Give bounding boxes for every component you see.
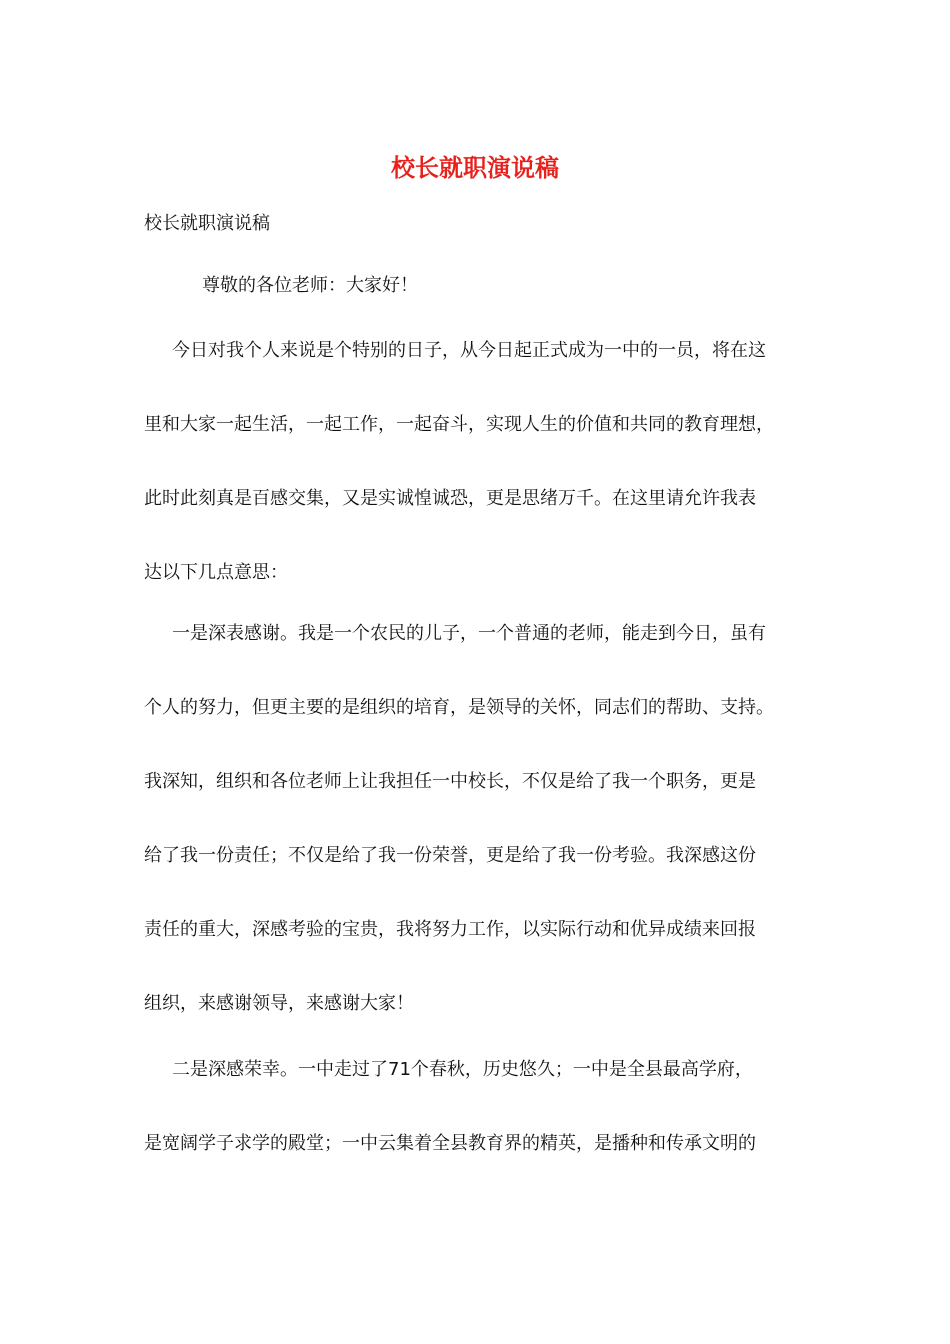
paragraph-line: 我深知，组织和各位老师上让我担任一中校长，不仅是给了我一个职务，更是: [144, 771, 756, 792]
paragraph-line: 二是深感荣幸。一中走过了71个春秋，历史悠久；一中是全县最高学府，: [172, 1059, 753, 1080]
paragraph-line: 达以下几点意思：: [144, 562, 288, 583]
paragraph-honor: [144, 1056, 814, 1204]
document-subtitle: 校长就职演说稿: [144, 213, 270, 234]
document-title: 校长就职演说稿: [391, 153, 559, 182]
paragraph-line: 组织，来感谢领导，来感谢大家！: [144, 993, 414, 1014]
paragraph-line: 给了我一份责任；不仅是给了我一份荣誉，更是给了我一份考验。我深感这份: [144, 845, 756, 866]
paragraph-line: 里和大家一起生活，一起工作，一起奋斗，实现人生的价值和共同的教育理想，: [144, 414, 774, 435]
greeting-line: 尊敬的各位老师：大家好！: [202, 275, 418, 296]
paragraph-gratitude-intro: [144, 337, 814, 633]
paragraph-thanks: [144, 620, 814, 1064]
paragraph-line: 是宽阔学子求学的殿堂；一中云集着全县教育界的精英，是播种和传承文明的: [144, 1133, 756, 1154]
paragraph-line: 今日对我个人来说是个特别的日子，从今日起正式成为一中的一员，将在这: [172, 340, 766, 361]
paragraph-line: 一是深表感谢。我是一个农民的儿子，一个普通的老师，能走到今日，虽有: [172, 623, 766, 644]
paragraph-line: 个人的努力，但更主要的是组织的培育，是领导的关怀，同志们的帮助、支持。: [144, 697, 774, 718]
paragraph-line: 责任的重大，深感考验的宝贵，我将努力工作，以实际行动和优异成绩来回报: [144, 919, 756, 940]
paragraph-line: 此时此刻真是百感交集，又是实诚惶诚恐，更是思绪万千。在这里请允许我表: [144, 488, 756, 509]
